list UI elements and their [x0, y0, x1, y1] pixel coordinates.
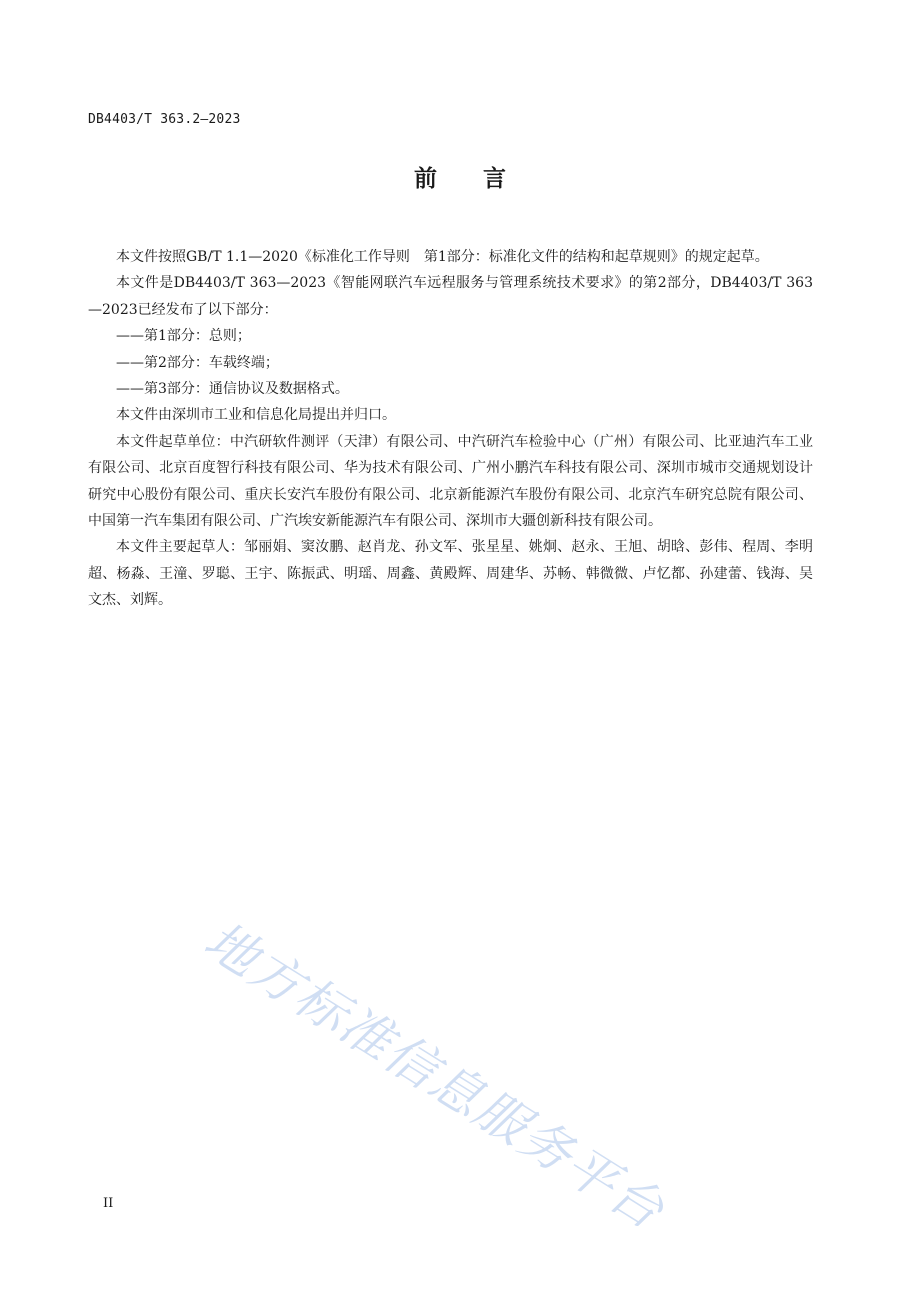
preface-body: [88, 244, 813, 614]
paragraph-drafters: 本文件主要起草人：邹丽娟、窦汝鹏、赵肖龙、孙文军、张星星、姚炯、赵永、王旭、胡晗、彭伟、程周、李明超、杨淼、王潼、罗聪、王宇、陈振武、明瑶、周鑫、黄殿辉、周建华、苏畅、韩微微、卢忆都、孙建蕾、钱海、吴文杰、刘辉。: [88, 539, 813, 609]
paragraph-drafting-rules: 本文件按照GB/T 1.1—2020《标准化工作导则 第1部分：标准化文件的结构和起草规则》的规定起草。: [116, 249, 769, 265]
list-item-part-1: ——第1部分：总则；: [116, 328, 251, 345]
paragraph-drafting-units: 本文件起草单位：中汽研软件测评（天津）有限公司、中汽研汽车检验中心（广州）有限公司、比亚迪汽车工业有限公司、北京百度智行科技有限公司、华为技术有限公司、广州小鹏汽车科技有限公司、深圳市城市交通规划设计研究中心股份有限公司、重庆长安汽车股份有限公司、北京新能源汽车股份有限公司、北京汽车研究总院有限公司、中国第一汽车集团有限公司、广汽埃安新能源汽车有限公司、深圳市大疆创新科技有限公司。: [88, 433, 813, 530]
paragraph-proposer: 本文件由深圳市工业和信息化局提出并归口。: [116, 407, 396, 424]
list-item-part-3: ——第3部分：通信协议及数据格式。: [116, 381, 349, 398]
watermark: 地方标准信息服务平台: [193, 911, 675, 1242]
document-code: DB4403/T 363.2—2023: [88, 112, 241, 127]
page-title: 前 言: [414, 166, 506, 192]
paragraph-document-parts: 本文件是DB4403/T 363—2023《智能网联汽车远程服务与管理系统技术要求》的第2部分，DB4403/T 363—2023已经发布了以下部分：: [88, 275, 813, 318]
page-number: II: [103, 1196, 114, 1211]
list-item-part-2: ——第2部分：车载终端；: [116, 354, 279, 371]
